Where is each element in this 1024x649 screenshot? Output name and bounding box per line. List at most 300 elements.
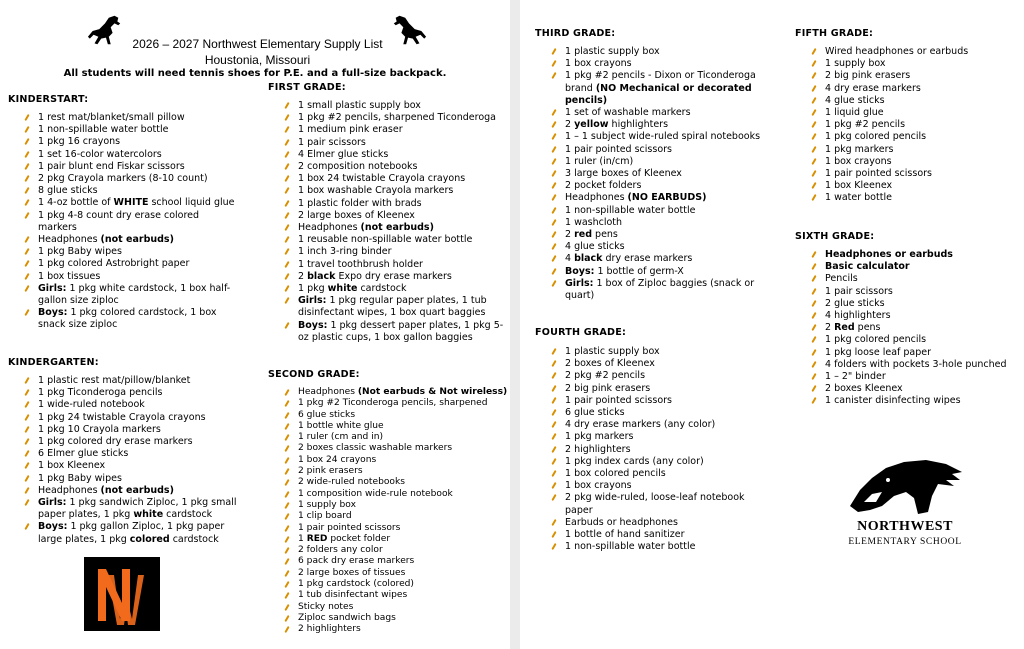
bold-text: Headphones or earbuds [825,249,953,260]
page-title: 2026 – 2027 Northwest Elementary Supply List [132,37,383,51]
list-item [24,497,239,521]
list-item [551,217,766,229]
list-item [24,436,239,448]
list-item [551,180,766,192]
list-item [24,136,239,148]
list-item [24,412,239,424]
list-item [551,168,766,180]
item-text: 2 pkg Crayola markers (8-10 count) [38,173,208,185]
list-item [284,534,509,545]
list-item [24,173,239,185]
rearing-horse-icon [86,12,124,50]
list-item [551,517,766,529]
list-item [551,46,766,58]
list-item [811,273,1021,285]
list-item [284,613,509,624]
item-text: 1 pkg colored Astrobright paper [38,258,190,270]
item-text: 6 Elmer glue sticks [38,448,129,460]
list-item [24,210,239,234]
school-subtitle: ELEMENTARY SCHOOL [848,537,962,547]
list-item [284,556,509,567]
item-text: 1 ruler (cm and in) [298,432,384,443]
item-text: 6 pack dry erase markers [298,556,415,567]
item-text: 1 box of Ziploc baggies (snack or quart) [565,277,755,302]
bold-text: Girls: [298,295,327,307]
item-text: 1 pkg Ticonderoga pencils [38,387,163,399]
list-item [551,70,766,107]
list-item [551,456,766,468]
bold-text: yellow [574,119,609,131]
bold-text: WHITE [113,197,149,209]
item-text: 8 glue sticks [38,185,98,197]
item-text: cardstock [163,509,213,521]
list-item [284,222,504,234]
list-item [284,421,509,432]
item-text: Ziploc sandwich bags [298,612,396,623]
list-item [551,383,766,395]
second-grade-heading: SECOND GRADE: [268,369,360,380]
list-item [811,70,1016,82]
item-text: 1 pair pointed scissors [825,168,932,180]
item-text: 1 pkg 16 crayons [38,136,121,148]
list-item [811,383,1021,395]
list-item [551,444,766,456]
bold-text: (not earbuds) [100,234,174,246]
mustang-head-icon [842,456,966,518]
item-text: 2 composition notebooks [298,161,418,173]
list-item [811,371,1021,383]
item-text: 1 pair blunt end Fiskar scissors [38,160,185,172]
item-text: 1 pkg gallon Ziploc, 1 pkg paper large plates, 1 pkg [38,521,225,545]
item-text: 1 pair scissors [298,136,366,148]
item-text: Headphones [38,484,101,496]
item-text: 1 pkg loose leaf paper [825,346,932,358]
left-page [0,0,510,649]
item-text: 1 pkg 24 twistable Crayola crayons [38,411,206,423]
item-text: 1 box 24 crayons [298,454,377,465]
bold-text: Boys: [38,307,68,319]
list-item [811,46,1016,58]
list-item [284,500,509,511]
second-grade-list [284,387,509,636]
third-grade-list [551,46,766,302]
item-text: 1 pair pointed scissors [565,143,672,155]
list-item [284,443,509,454]
list-item [284,579,509,590]
item-text: 1 pkg colored pencils [825,334,927,346]
item-text: 2 wide-ruled notebooks [298,477,405,488]
list-item [811,58,1016,70]
list-item [284,398,509,409]
list-item [284,320,504,344]
item-text: 2 pkg wide-ruled, loose-leaf notebook paper [565,492,745,516]
item-text: 1 water bottle [825,192,892,204]
item-text: 1 supply box [298,499,356,510]
list-item [284,283,504,295]
list-item [284,149,504,161]
item-text: 4 dry erase markers [825,82,921,94]
item-text: 2 [825,322,835,334]
item-text: 1 pkg 10 Crayola markers [38,423,161,435]
list-item [284,210,504,222]
list-item [284,410,509,421]
list-item [551,529,766,541]
bold-text: red [574,229,593,241]
item-text: 1 bottle of hand sanitizer [565,529,685,541]
item-text: 1 washcloth [565,216,623,228]
list-item [284,112,504,124]
list-item [284,259,504,271]
item-text: 1 non-spillable water bottle [565,204,696,216]
list-item [284,545,509,556]
item-text: 1 bottle white glue [298,420,384,431]
item-text: 1 pkg 4-8 count dry erase colored markers [38,209,200,233]
item-text: 4 glue sticks [565,241,625,253]
item-text: 4 Elmer glue sticks [298,148,389,160]
list-item [811,310,1021,322]
list-item [284,432,509,443]
item-text: dry erase markers [602,253,693,265]
item-text: 4 glue sticks [825,94,885,106]
list-item [551,156,766,168]
item-text: 2 boxes of Kleenex [565,358,655,370]
item-text: 1 plastic folder with brads [298,197,422,209]
list-item [551,370,766,382]
item-text: cardstock [169,533,219,545]
list-item [284,455,509,466]
item-text: 1 non-spillable water bottle [565,541,696,553]
item-text: 1 pkg Baby wipes [38,472,122,484]
list-item [811,192,1016,204]
list-item [284,137,504,149]
location: Houstonia, Missouri [204,53,311,67]
item-text: 1 pkg markers [565,431,634,443]
right-page [520,0,1024,649]
item-text: 2 highlighters [298,624,361,635]
item-text: 1 set 16-color watercolors [38,148,162,160]
list-item [24,387,239,399]
list-item [551,119,766,131]
item-text: 1 pkg sandwich Ziploc, 1 pkg small paper plates, 1 pkg [38,497,237,521]
bold-text: (not earbuds) [360,222,434,234]
item-text: 1 pkg markers [825,143,894,155]
school-name: NORTHWEST [857,519,953,534]
list-item [284,185,504,197]
item-text: 1 box crayons [565,480,632,492]
item-text: 2 boxes Kleenex [825,383,903,395]
item-text: 1 pkg dessert paper plates, 1 pkg 5- oz plastic cups, 1 box gallon baggies [298,319,504,343]
bold-text: black [307,270,336,282]
list-item [551,229,766,241]
list-item [24,271,239,283]
bold-text: Girls: [565,277,594,289]
item-text: 1 pair pointed scissors [298,522,401,533]
item-text: Headphones [298,387,358,397]
list-item [24,307,239,331]
list-item [551,278,766,302]
nw-logo [84,557,160,631]
item-text: 1 pkg colored cardstock, 1 box snack size ziploc [38,307,217,331]
item-text: pocket folder [327,533,391,544]
list-item [284,523,509,534]
item-text: 1 pair pointed scissors [565,394,672,406]
item-text: 2 large boxes of Kleenex [298,209,415,221]
list-item [811,168,1016,180]
first-grade-heading: FIRST GRADE: [268,82,346,93]
list-item [551,241,766,253]
list-item [284,387,509,398]
list-item [551,480,766,492]
item-text: 1 pkg cardstock (colored) [298,579,414,590]
item-text: Pencils [825,273,858,285]
item-text: 4 [565,253,575,265]
list-item [551,131,766,143]
item-text: 4 folders with pockets 3-hole punched [825,358,1007,370]
item-text: 1 box 24 twistable Crayola crayons [298,173,466,185]
item-text: 1 inch 3-ring binder [298,246,392,258]
bold-text: black [574,253,603,265]
list-item [284,466,509,477]
kindergarten-heading: KINDERGARTEN: [8,357,99,368]
list-item [24,283,239,307]
bold-text: Girls: [38,497,67,509]
list-item [284,246,504,258]
item-text: Wired headphones or earbuds [825,46,969,57]
item-text: 1 box colored pencils [565,468,666,480]
list-item [24,424,239,436]
item-text: 1 box Kleenex [38,460,106,472]
list-item [24,460,239,472]
item-text: 1 plastic supply box [565,346,660,357]
item-text: 1 – 2" binder [825,371,886,383]
bold-text: Red [834,322,855,334]
item-text: 1 composition wide-rule notebook [298,488,453,499]
list-item [551,468,766,480]
bold-text: Boys: [298,319,328,331]
list-item [284,602,509,613]
sixth-grade-heading: SIXTH GRADE: [795,231,875,242]
list-item [811,83,1016,95]
list-item [551,266,766,278]
item-text: 1 pkg #2 Ticonderoga pencils, sharpened [298,398,488,409]
bold-text: Boys: [565,265,595,277]
sixth-grade-list [811,249,1021,408]
item-text: 1 pkg [298,283,328,295]
item-text: 1 [298,533,307,544]
item-text: 2 pink erasers [298,466,363,477]
bold-text: white [133,509,164,521]
item-text: Headphones [38,234,101,246]
list-item [284,568,509,579]
item-text: 2 pkg #2 pencils [565,370,646,382]
item-text: 2 highlighters [565,443,631,455]
kindergarten-list [24,375,239,546]
item-text: 1 canister disinfecting wipes [825,395,961,407]
bold-text: Basic calculator [825,261,910,273]
fifth-grade-list [811,46,1016,205]
list-item [551,395,766,407]
list-item [24,197,239,209]
item-text: pens [592,229,618,241]
item-text: 2 [565,119,575,131]
list-item [551,407,766,419]
list-item [284,124,504,136]
list-item [24,185,239,197]
list-item [811,359,1021,371]
list-item [24,112,239,124]
list-item [551,492,766,516]
item-text: 1 travel toothbrush holder [298,258,423,270]
item-text: 1 pkg regular paper plates, 1 tub disinfectant wipes, 1 box quart baggies [298,295,487,319]
third-grade-heading: THIRD GRADE: [535,28,616,39]
item-text: 1 pkg white cardstock, 1 box half-gallon size ziploc [38,282,231,307]
item-text: 2 glue sticks [825,297,885,309]
item-text: pens [854,322,881,334]
list-item [811,322,1021,334]
list-item [284,100,504,112]
list-item [811,298,1021,310]
list-item [811,107,1016,119]
list-item [811,286,1021,298]
item-text: 1 ruler (in/cm) [565,155,634,167]
item-text: 1 pkg #2 pencils - Dixon or Ticonderoga brand [565,70,756,94]
item-text: 1 box crayons [825,155,892,167]
list-item [284,511,509,522]
list-item [24,521,239,545]
bold-text: (NO Mechanical or decorated pencils) [565,82,752,106]
list-item [284,271,504,283]
item-text: 1 box washable Crayola markers [298,185,454,197]
list-item [551,58,766,70]
item-text: 1 small plastic supply box [298,100,421,111]
notice: All students will need tennis shoes for P.E. and a full-size backpack. [63,68,447,79]
list-item [24,258,239,270]
list-item [284,295,504,319]
item-text: Headphones [298,222,361,234]
item-text: 1 box tissues [38,270,101,282]
list-item [551,253,766,265]
bold-text: (Not earbuds & Not wireless) [357,387,508,397]
item-text: 2 big pink erasers [565,382,651,394]
item-text: 1 box crayons [565,58,632,70]
list-item [284,173,504,185]
item-text: 1 pkg #2 pencils, sharpened Ticonderoga [298,112,496,124]
bold-text: (NO EARBUDS) [627,192,707,204]
list-item [24,375,239,387]
fourth-grade-heading: FOURTH GRADE: [535,327,627,338]
fourth-grade-list [551,346,766,553]
list-item [811,261,1021,273]
bold-text: Girls: [38,282,67,294]
item-text: 6 glue sticks [565,407,625,419]
bold-text: Boys: [38,521,68,533]
item-text: 1 4-oz bottle of [38,197,114,209]
item-text: 1 rest mat/blanket/small pillow [38,112,185,123]
list-item [284,590,509,601]
item-text: 2 big pink erasers [825,70,911,82]
item-text: 1 – 1 subject wide-ruled spiral notebooks [565,131,761,143]
list-item [551,431,766,443]
list-item [551,346,766,358]
item-text: 2 folders any color [298,545,383,556]
item-text: 6 glue sticks [298,409,356,420]
item-text: 1 pkg colored dry erase markers [38,436,193,448]
item-text: 2 [565,229,575,241]
item-text: 1 non-spillable water bottle [38,124,169,136]
item-text: 1 pkg Baby wipes [38,246,122,258]
item-text: 1 pkg colored pencils [825,131,927,143]
list-item [811,180,1016,192]
nw-monogram-icon [84,557,160,631]
item-text: cardstock [357,283,407,295]
kinderstart-heading: KINDERSTART: [8,94,89,105]
item-text: 1 medium pink eraser [298,124,403,136]
item-text: 4 highlighters [825,310,891,322]
item-text: 1 tub disinfectant wipes [298,590,408,601]
bold-text: RED [306,533,328,544]
list-item [284,624,509,635]
item-text: 2 boxes classic washable markers [298,443,453,454]
kinderstart-list [24,112,239,332]
item-text: 2 [298,270,308,282]
item-text: 1 clip board [298,511,352,522]
item-text: school liquid glue [148,197,235,209]
list-item [811,249,1021,261]
first-grade-list [284,100,504,344]
list-item [24,124,239,136]
bold-text: colored [129,533,170,545]
item-text: 1 reusable non-spillable water bottle [298,234,473,246]
list-item [24,246,239,258]
item-text: Earbuds or headphones [565,516,678,528]
rearing-horse-icon [390,12,428,50]
list-item [24,448,239,460]
list-item [811,131,1016,143]
item-text: 1 set of washable markers [565,107,691,119]
list-item [551,358,766,370]
item-text: 1 plastic rest mat/pillow/blanket [38,375,191,386]
item-text: 2 pocket folders [565,180,642,192]
list-item [551,419,766,431]
item-text: 1 box Kleenex [825,180,893,192]
list-item [24,399,239,411]
list-item [24,473,239,485]
item-text: 1 supply box [825,58,886,70]
list-item [284,477,509,488]
list-item [24,161,239,173]
item-text: 1 wide-ruled notebook [38,399,145,411]
list-item [811,95,1016,107]
list-item [811,395,1021,407]
list-item [811,156,1016,168]
item-text: 3 large boxes of Kleenex [565,168,682,180]
list-item [551,144,766,156]
item-text: 1 pair scissors [825,285,893,297]
bold-text: white [327,283,358,295]
item-text: Expo dry erase markers [335,270,452,282]
list-item [551,205,766,217]
fifth-grade-heading: FIFTH GRADE: [795,28,874,39]
item-text: 2 large boxes of tissues [298,567,406,578]
item-text: 4 dry erase markers (any color) [565,419,716,431]
list-item [284,161,504,173]
list-item [24,149,239,161]
list-item [24,234,239,246]
item-text: Headphones [565,192,628,204]
item-text: highlighters [608,119,669,131]
list-item [284,198,504,210]
item-text: 1 pkg index cards (any color) [565,455,704,467]
